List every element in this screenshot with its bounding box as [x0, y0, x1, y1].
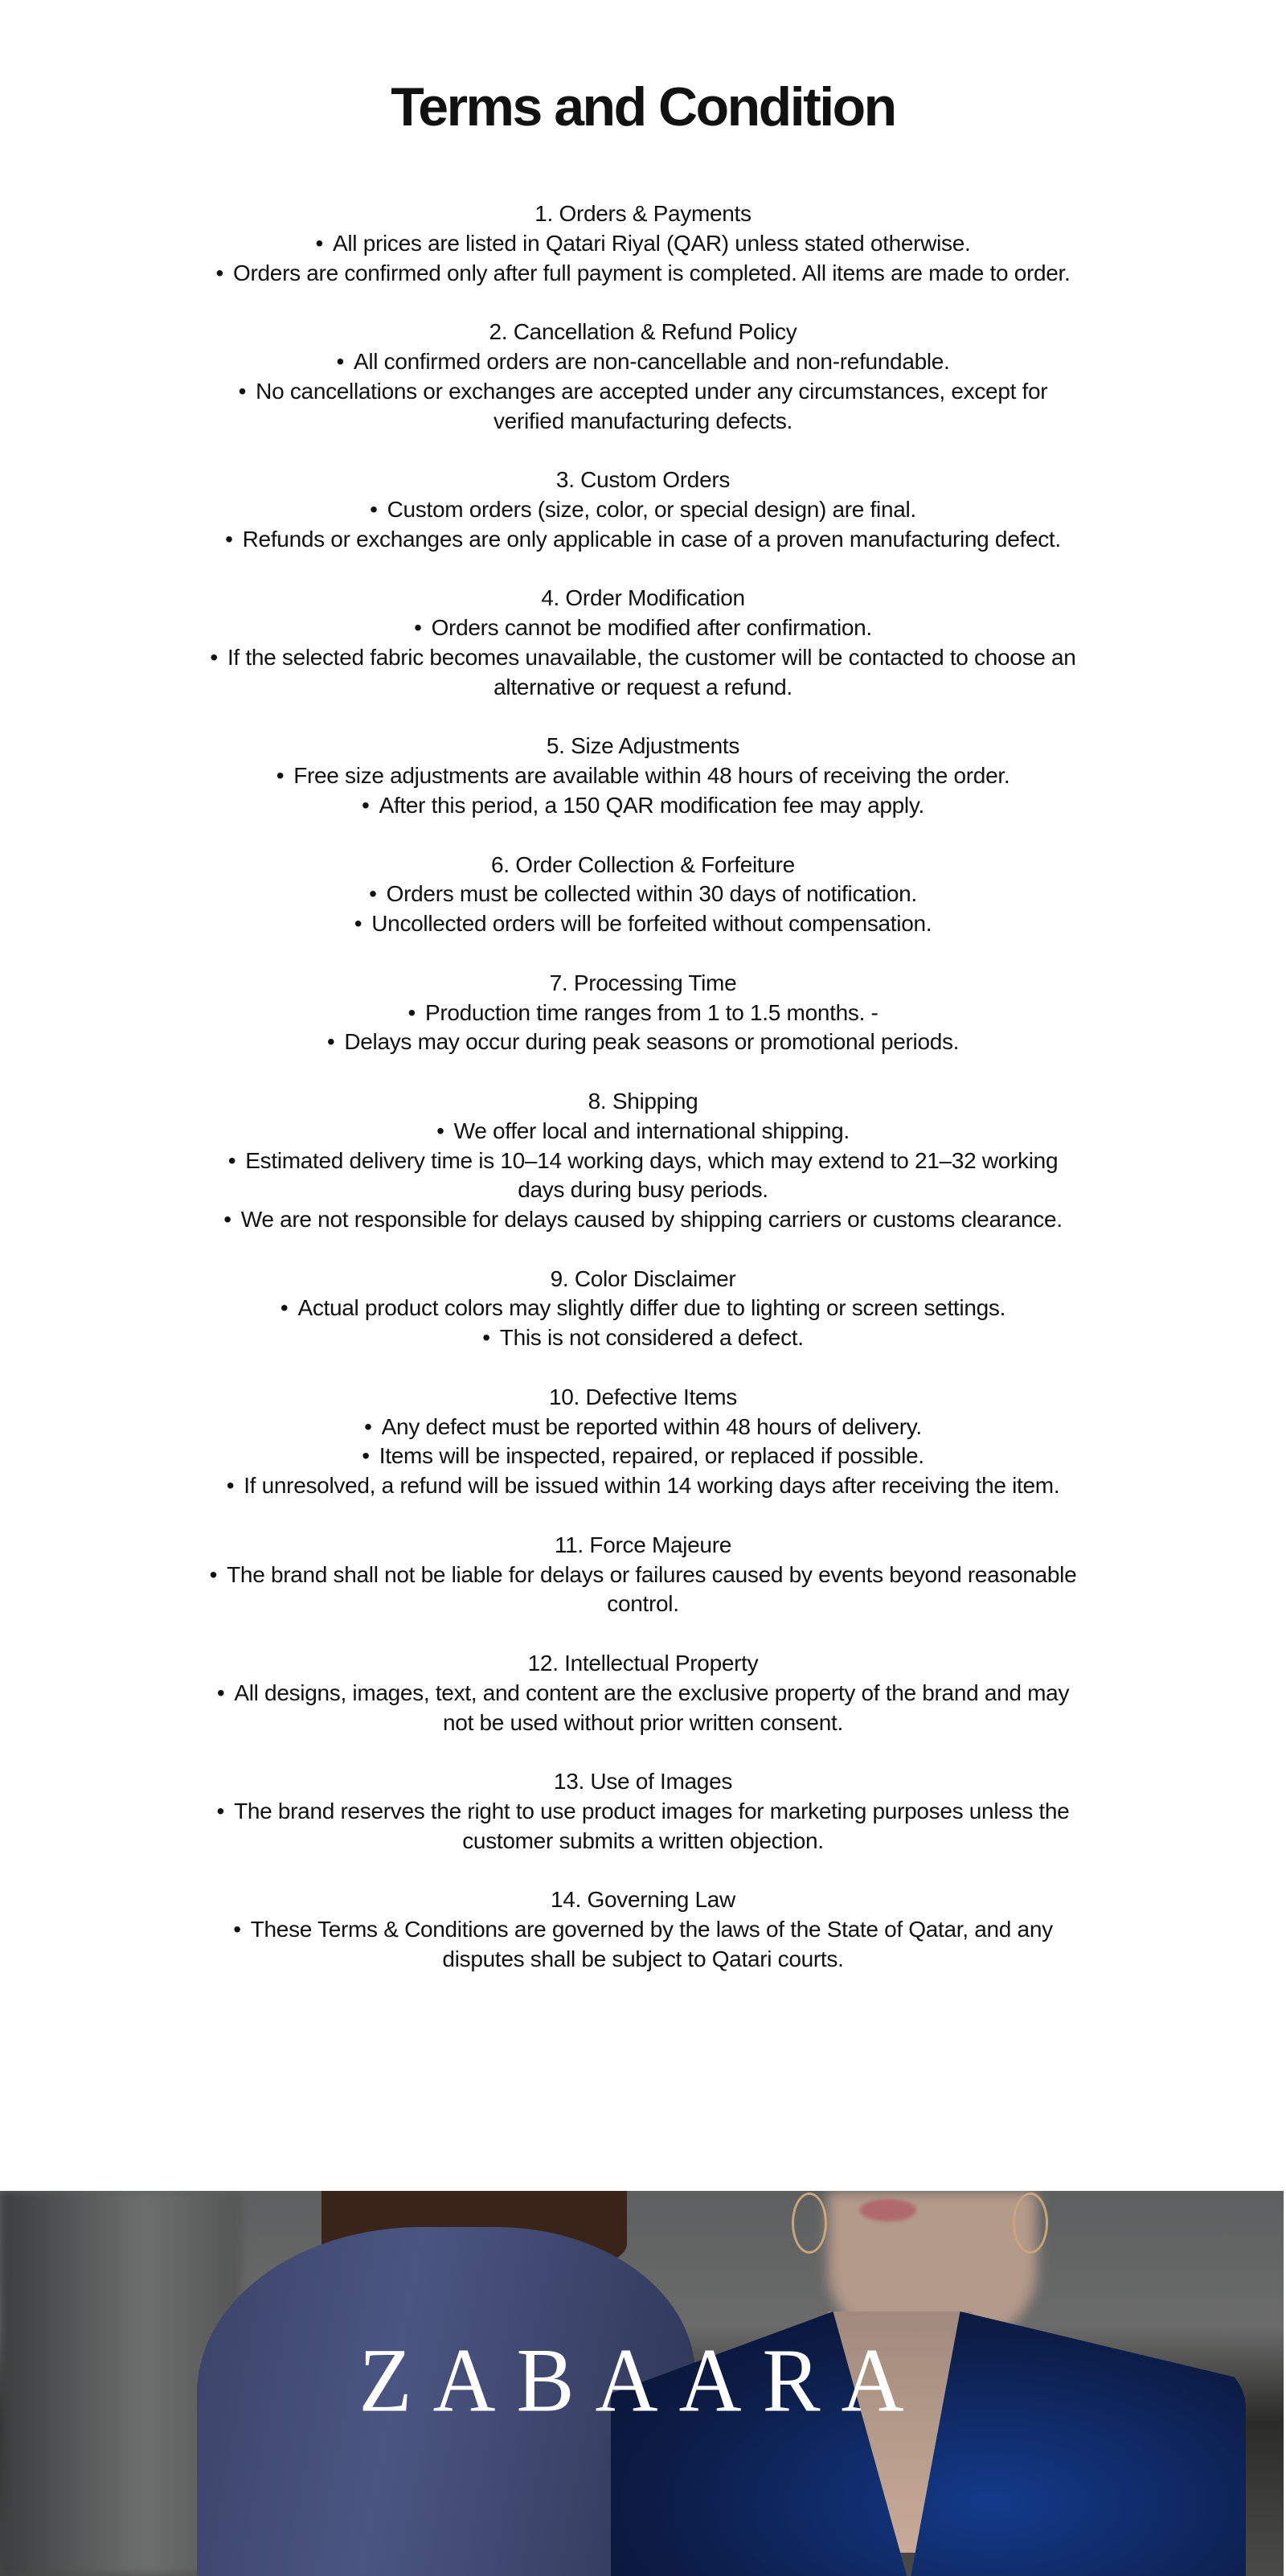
- bullet-list: [209, 761, 1077, 821]
- terms-section: [209, 1649, 1077, 1737]
- bullet-text: Uncollected orders will be forfeited without compensation.: [371, 911, 932, 937]
- section-heading: 8. Shipping: [588, 1088, 698, 1114]
- bullet-text: The brand reserves the right to use product images for marketing purposes unless the customer submits a written objection.: [234, 1799, 1070, 1853]
- bullet-list: [209, 1294, 1077, 1353]
- bullet-text: Delays may occur during peak seasons or promotional periods.: [344, 1029, 960, 1055]
- section-heading: 6. Order Collection & Forfeiture: [491, 851, 795, 877]
- bullet-text: Items will be inspected, repaired, or replaced if possible.: [379, 1443, 924, 1469]
- bullet-text: These Terms & Conditions are governed by the laws of the State of Qatar, and any disputes shall be subject to Qatari courts.: [250, 1917, 1053, 1972]
- bullet-item: [209, 909, 1077, 939]
- bullet-item: [209, 613, 1077, 643]
- bullet-item: [209, 1915, 1077, 1975]
- terms-section: [209, 318, 1077, 436]
- bullet-text: Orders cannot be modified after confirmation.: [431, 615, 872, 641]
- bullet-item: [209, 999, 1077, 1028]
- bullet-item: [209, 880, 1077, 909]
- section-heading: 13. Use of Images: [553, 1769, 733, 1795]
- bullet-list: [209, 880, 1077, 939]
- terms-section: [209, 732, 1077, 820]
- bullet-item: [209, 1146, 1077, 1206]
- terms-section: [209, 1383, 1077, 1501]
- section-heading: 11. Force Majeure: [554, 1532, 732, 1557]
- bullet-item: [209, 761, 1077, 791]
- section-heading: 4. Order Modification: [541, 585, 745, 611]
- section-heading: 1. Orders & Payments: [534, 201, 752, 226]
- bullet-text: All designs, images, text, and content are the exclusive property of the brand and may not be used without prior written consent.: [234, 1680, 1070, 1735]
- bullet-text: Refunds or exchanges are only applicable in case of a proven manufacturing defect.: [242, 526, 1061, 552]
- bullet-text: Orders must be collected within 30 days of notification.: [386, 881, 917, 907]
- bullet-item: [209, 377, 1077, 437]
- terms-content: [209, 199, 1077, 2004]
- bullet-text: This is not considered a defect.: [499, 1325, 804, 1351]
- bullet-item: [209, 1561, 1077, 1620]
- bullet-list: [209, 1117, 1077, 1235]
- bullet-list: [209, 1797, 1077, 1856]
- bullet-list: [209, 613, 1077, 702]
- bullet-item: [209, 643, 1077, 703]
- section-heading: 14. Governing Law: [551, 1887, 735, 1913]
- terms-section: [209, 584, 1077, 702]
- section-heading: 5. Size Adjustments: [546, 733, 740, 759]
- bullet-item: [209, 1205, 1077, 1235]
- bullet-item: [209, 495, 1077, 525]
- bullet-text: No cancellations or exchanges are accepted under any circumstances, except for verified manufacturing defects.: [256, 378, 1048, 433]
- bullet-item: [209, 1797, 1077, 1856]
- bullet-text: Any defect must be reported within 48 hours of delivery.: [381, 1413, 922, 1439]
- section-heading: 7. Processing Time: [549, 970, 737, 995]
- bullet-text: We are not responsible for delays caused by shipping carriers or customs clearance.: [240, 1207, 1063, 1233]
- bullet-item: [209, 525, 1077, 555]
- terms-section: [209, 1531, 1077, 1619]
- bullet-text: Actual product colors may slightly differ due to lighting or screen settings.: [297, 1295, 1006, 1321]
- bullet-item: [209, 1413, 1077, 1442]
- bullet-text: Production time ranges from 1 to 1.5 months. -: [424, 999, 878, 1025]
- bullet-list: [209, 1413, 1077, 1501]
- bullet-text: Orders are confirmed only after full payment is completed. All items are made to order.: [233, 260, 1071, 285]
- terms-section: [209, 1265, 1077, 1353]
- bullet-item: [209, 1117, 1077, 1146]
- bullet-text: We offer local and international shipping.: [453, 1118, 850, 1143]
- section-heading: 10. Defective Items: [549, 1384, 737, 1409]
- terms-section: [209, 199, 1077, 288]
- section-heading: 2. Cancellation & Refund Policy: [489, 319, 797, 345]
- bullet-list: [209, 495, 1077, 555]
- bullet-text: Free size adjustments are available within 48 hours of receiving the order.: [293, 763, 1010, 789]
- earring: [1013, 2192, 1048, 2254]
- bullet-list: [209, 347, 1077, 436]
- bullet-item: [209, 347, 1077, 377]
- bullet-list: [209, 1679, 1077, 1738]
- bullet-item: [209, 229, 1077, 259]
- terms-section: [209, 466, 1077, 554]
- bullet-text: All confirmed orders are non-cancellable and non-refundable.: [353, 348, 950, 374]
- bullet-list: [209, 999, 1077, 1058]
- bullet-item: [209, 259, 1077, 289]
- brand-logo: ZABAARA: [358, 2331, 925, 2431]
- bullet-text: If unresolved, a refund will be issued within 14 working days after receiving the item.: [244, 1473, 1060, 1499]
- terms-section: [209, 1767, 1077, 1856]
- bullet-item: [209, 1028, 1077, 1057]
- bullet-text: Estimated delivery time is 10–14 working days, which may extend to 21–32 working days during busy periods.: [245, 1147, 1059, 1203]
- bullet-item: [209, 1679, 1077, 1738]
- page-title: Terms and Condition: [391, 76, 895, 137]
- earring: [792, 2192, 827, 2254]
- bullet-text: After this period, a 150 QAR modification fee may apply.: [379, 792, 924, 818]
- bullet-text: All prices are listed in Qatari Riyal (QAR) unless stated otherwise.: [333, 230, 971, 256]
- bullet-item: [209, 1323, 1077, 1353]
- bullet-list: [209, 229, 1077, 289]
- bullet-item: [209, 1294, 1077, 1323]
- footer-banner-image: [0, 2191, 1284, 2576]
- bullet-list: [209, 1915, 1077, 1975]
- terms-section: [209, 969, 1077, 1057]
- terms-section: [209, 1087, 1077, 1235]
- section-heading: 12. Intellectual Property: [527, 1651, 759, 1676]
- bullet-text: If the selected fabric becomes unavailable, the customer will be contacted to choose an alternative or request a refund.: [227, 644, 1076, 699]
- bullet-item: [209, 1471, 1077, 1501]
- bullet-item: [209, 791, 1077, 821]
- terms-section: [209, 851, 1077, 939]
- bullet-list: [209, 1561, 1077, 1620]
- bullet-text: The brand shall not be liable for delays or failures caused by events beyond reasonable control.: [227, 1561, 1077, 1617]
- terms-section: [209, 1885, 1077, 1974]
- bullet-item: [209, 1442, 1077, 1471]
- section-heading: 3. Custom Orders: [555, 467, 731, 493]
- bullet-text: Custom orders (size, color, or special design) are final.: [387, 496, 916, 522]
- section-heading: 9. Color Disclaimer: [550, 1265, 736, 1291]
